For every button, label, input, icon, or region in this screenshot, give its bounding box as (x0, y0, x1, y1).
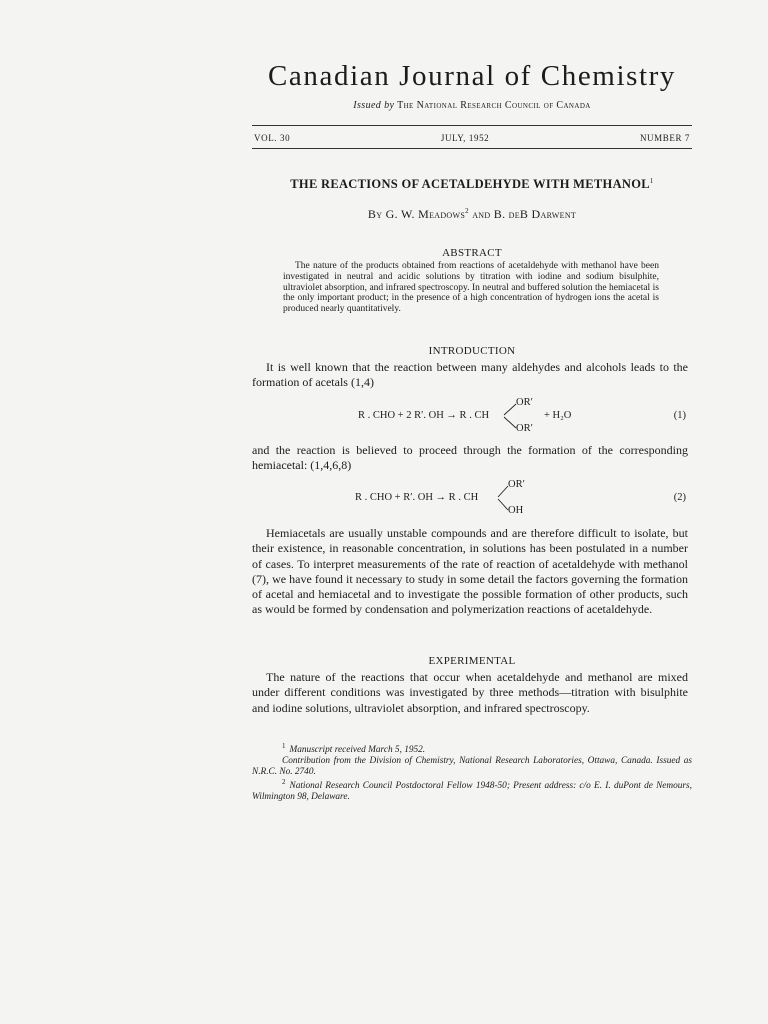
equation-1-right: + H₂O (544, 410, 572, 421)
journal-title: Canadian Journal of Chemistry (267, 60, 677, 92)
introduction-paragraph-3: Hemiacetals are usually unstable compounds and are therefore difficult to isolate, but their existence, in reasonable concentration, in solutions has been postulated in a number of cases. To interpret measurements of the rate of reaction of acetaldehyde with methanol (7), we have found it necessary to study in some detail the factors governing the formation of acetal and hemiacetal and to investigate the possible formation of other products, such as would be formed by condensation and polymerization reactions of acetaldehyde. (252, 526, 688, 617)
authors-conjunction: and (472, 207, 491, 221)
introduction-heading: INTRODUCTION (428, 345, 516, 357)
issued-by-line (252, 100, 692, 111)
volume-label: VOL. 30 (254, 133, 291, 143)
equation-2 (252, 479, 692, 519)
introduction-paragraph-2: and the reaction is believed to proceed through the formation of the corresponding hemiacetal: (1,4,6,8) (252, 443, 688, 473)
footnote-1-continuation: Contribution from the Division of Chemistry, National Research Laboratories, Ottawa, Canada. Issued as N.R.C. No. 2740. (252, 755, 692, 777)
title-footnote-marker: 1 (649, 177, 654, 185)
issued-by-prefix: Issued by (353, 100, 395, 111)
issue-date: JULY, 1952 (440, 133, 490, 143)
equation-2-top-group: OR′ (508, 479, 525, 490)
introduction-paragraph-1: It is well known that the reaction between many aldehydes and alcohols leads to the formation of acetals (1,4) (252, 360, 688, 390)
author-2: B. deB Darwent (493, 207, 577, 221)
footnote-2-number: 2 (282, 778, 286, 787)
experimental-heading: EXPERIMENTAL (428, 655, 516, 667)
abstract-heading: ABSTRACT (442, 247, 502, 259)
header-rule-top (252, 125, 692, 126)
footnote-1-text: Manuscript received March 5, 1952. (289, 745, 426, 756)
article-title (252, 177, 692, 192)
issuing-organization: The National Research Council of Canada (397, 100, 591, 111)
article-title-text: THE REACTIONS OF ACETALDEHYDE WITH METHANOL (290, 177, 650, 192)
footnote-2 (252, 777, 692, 803)
issue-number: NUMBER 7 (639, 133, 690, 143)
experimental-paragraph-1: The nature of the reactions that occur when acetaldehyde and methanol are mixed under different conditions was investigated by three methods—titration with bisulphite and iodine solutions, ultraviolet absorption, and infrared spectroscopy. (252, 670, 688, 715)
header-rule-bottom (252, 148, 692, 149)
footnote-2-text: National Research Council Postdoctoral Fellow 1948-50; Present address: c/o E. I. duPont de Nemours, Wilmington 98, Delaware. (252, 781, 692, 803)
footnote-1-number: 1 (282, 742, 286, 750)
equation-1-top-group: OR′ (516, 397, 533, 408)
equation-2-bottom-group: OH (508, 505, 524, 516)
equation-1-bottom-group: OR′ (516, 423, 533, 434)
authors-prefix: By (367, 207, 383, 221)
author-1: G. W. Meadows (385, 207, 466, 221)
author-1-footnote-marker: 2 (465, 207, 469, 215)
equation-2-left: R . CHO + R′. OH → R . CH (355, 492, 479, 503)
equation-1-left: R . CHO + 2 R′. OH → R . CH (358, 410, 490, 421)
equation-1 (252, 397, 692, 437)
equation-1-number: (1) (673, 410, 686, 421)
equation-2-number: (2) (673, 492, 686, 503)
abstract-text: The nature of the products obtained from reactions of acetaldehyde with methanol have been investigated in neutral and acidic solutions by titration with iodine and sodium bisulphite, ultraviolet absorption, and infrared spectroscopy. In neutral and buffered solution the hemiacetal is the only important product; in the presence of a high concentration of hydrogen ions the acetal is produced nearly quantitatively. (283, 261, 659, 315)
issue-info-row (254, 133, 690, 143)
equation-2-branch-lines (252, 479, 692, 519)
equation-1-branch-lines (252, 397, 692, 437)
article-authors (252, 207, 692, 222)
footnotes (252, 741, 692, 803)
footnote-1 (252, 741, 692, 756)
